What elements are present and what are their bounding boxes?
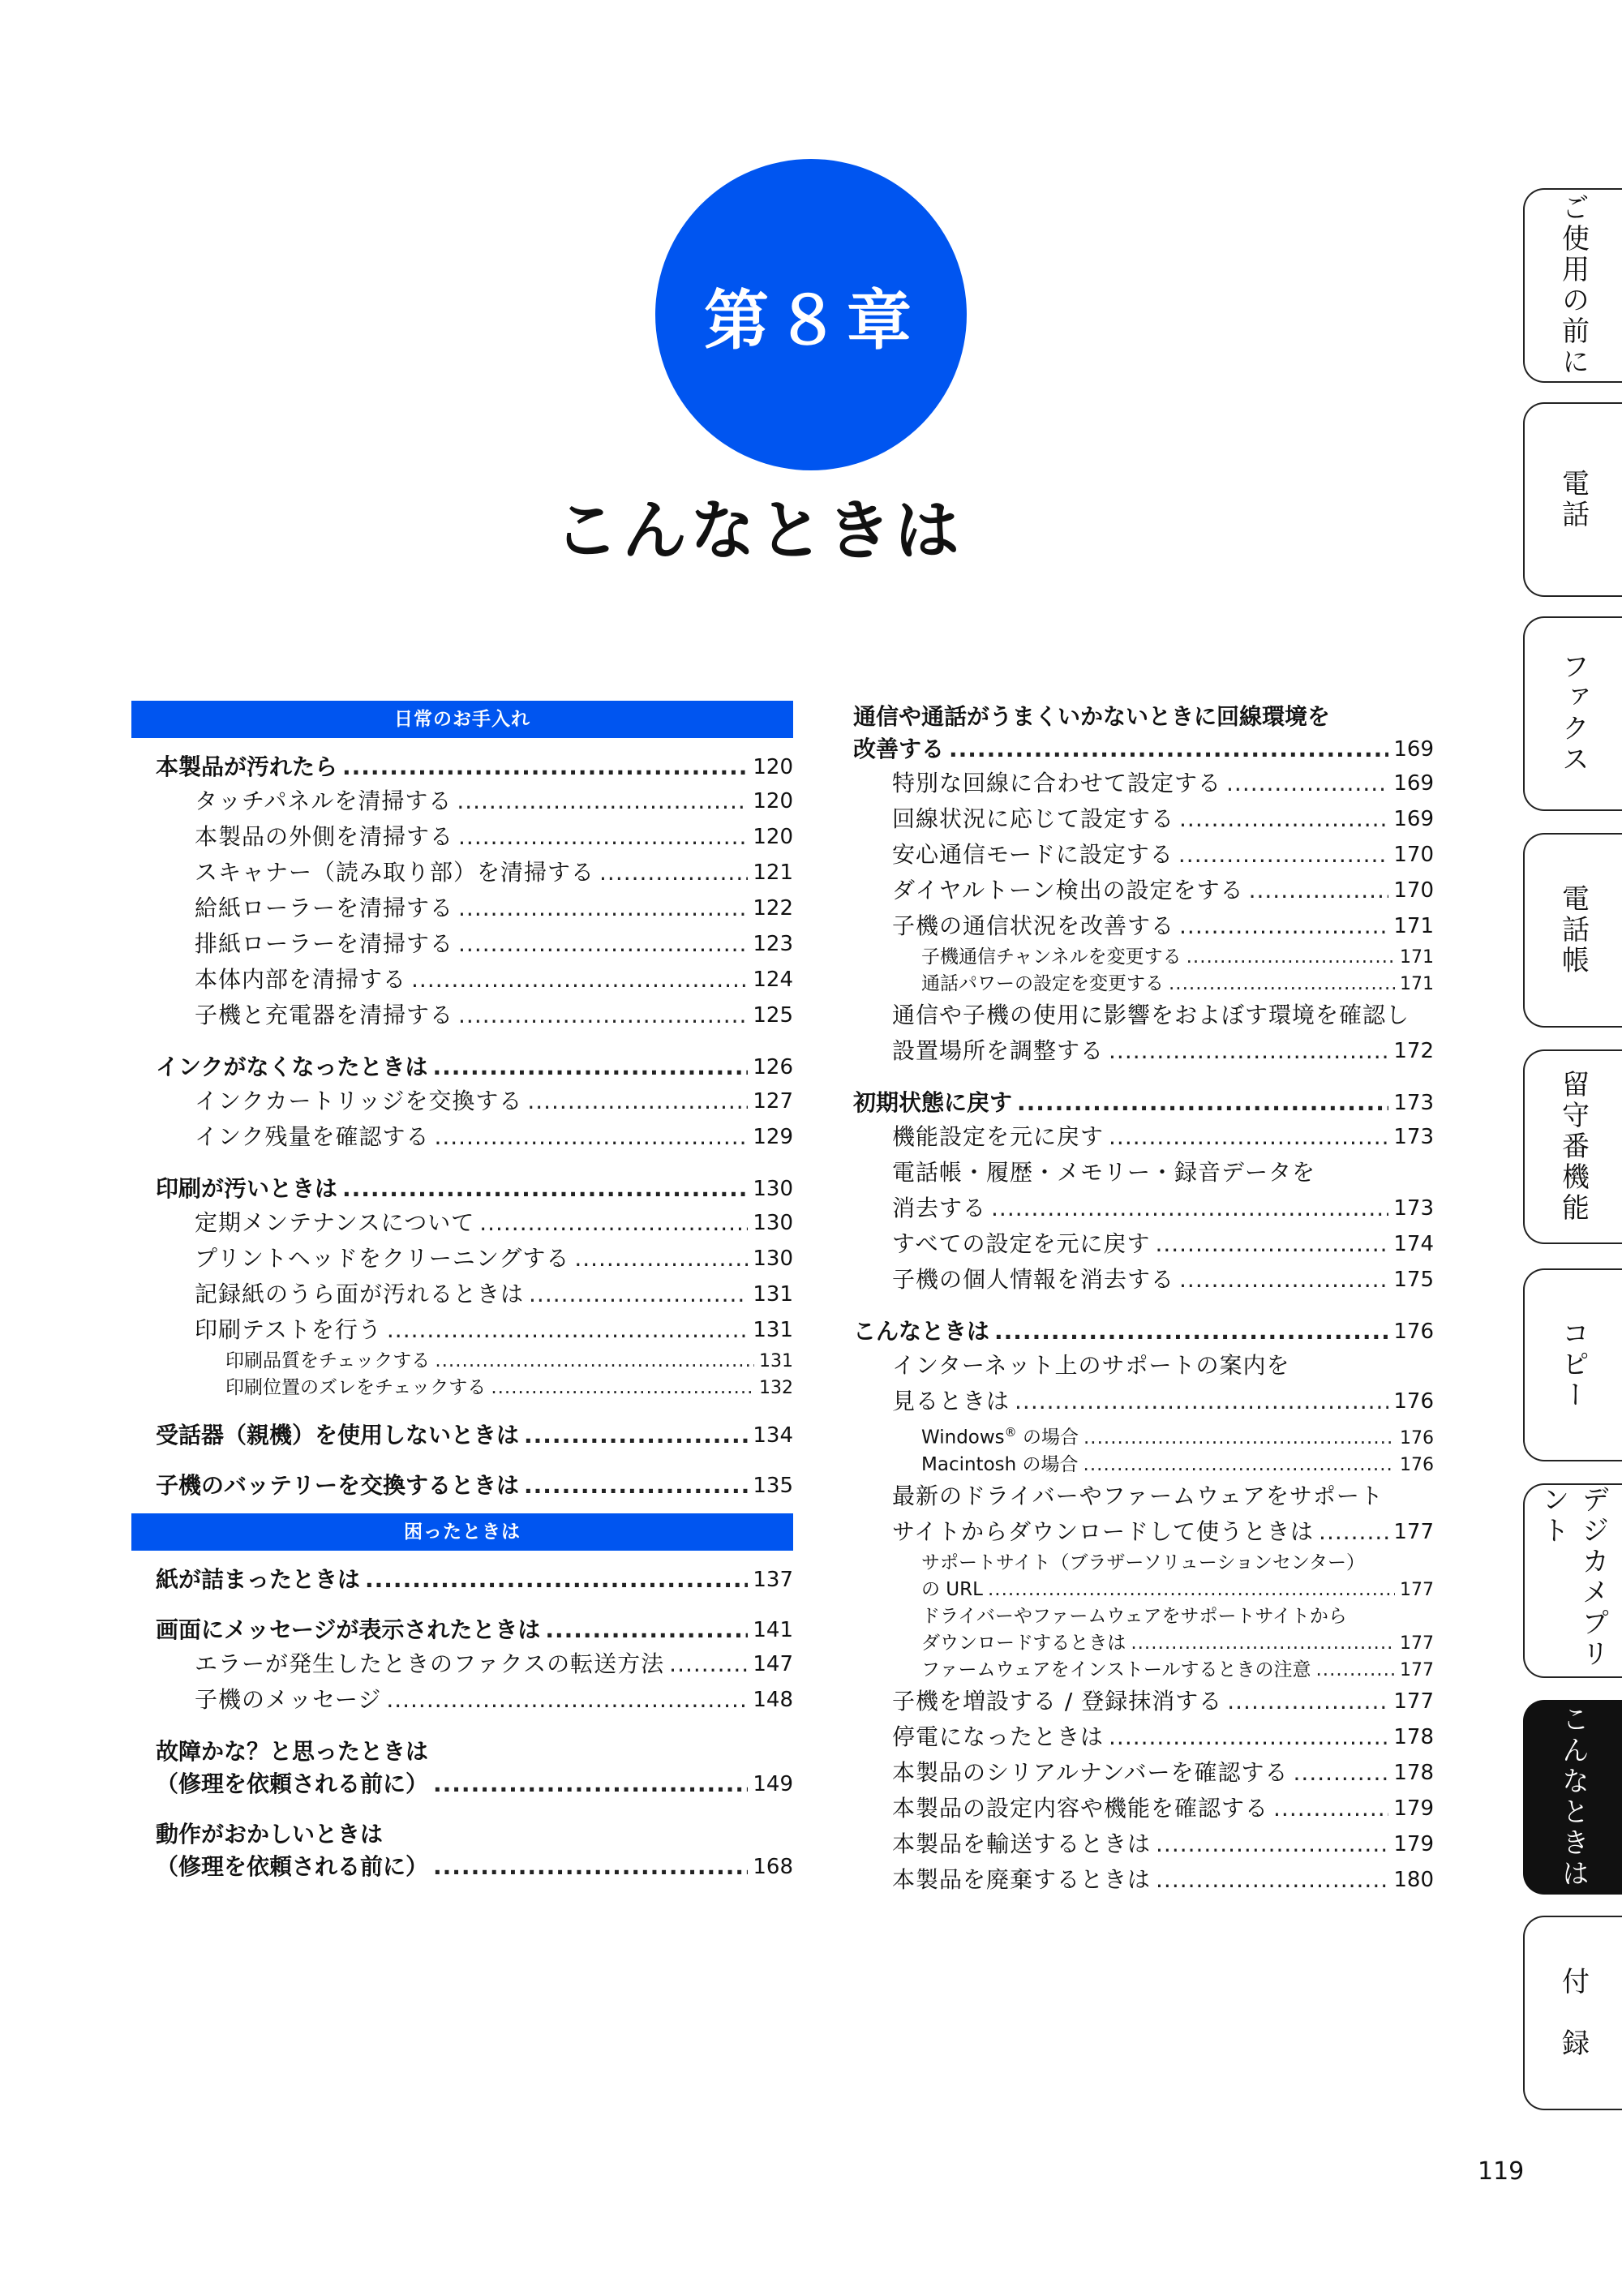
toc-entry[interactable]: 本製品を廃棄するときは ..... 180: [853, 1862, 1434, 1898]
toc-group-print-quality: [131, 1173, 793, 1401]
toc-entry[interactable]: 子機通信チャンネルを変更する ..... 171: [853, 944, 1434, 971]
tab-photo-print[interactable]: デジカメプリント: [1523, 1483, 1622, 1678]
toc-entry[interactable]: 子機と充電器を清掃する ..... 125: [131, 998, 793, 1033]
toc-entry[interactable]: すべての設定を元に戻す ..... 174: [853, 1226, 1434, 1262]
toc-entry[interactable]: 紙が詰まったときは ..... 137: [131, 1564, 793, 1596]
toc-entry[interactable]: インク残量を確認する ..... 129: [131, 1119, 793, 1155]
toc-entry[interactable]: 印刷が汚いときは ..... 130: [131, 1173, 793, 1205]
toc-entry[interactable]: 記録紙のうら面が汚れるときは ..... 131: [131, 1277, 793, 1312]
toc-entry[interactable]: 消去する ..... 173: [853, 1191, 1434, 1226]
toc-entry[interactable]: 画面にメッセージが表示されたときは ..... 141: [131, 1614, 793, 1646]
toc-entry[interactable]: の URL ..... 177: [853, 1577, 1434, 1603]
toc-entry[interactable]: 通話パワーの設定を変更する ..... 171: [853, 971, 1434, 998]
toc-entry[interactable]: 停電になったときは ..... 178: [853, 1719, 1434, 1755]
toc-entry-line[interactable]: 動作がおかしいときは: [156, 1821, 384, 1848]
toc-entry[interactable]: 回線状況に応じて設定する ..... 169: [853, 801, 1434, 837]
toc-entry-line[interactable]: 通信や通話がうまくいかないときに回線環境を: [853, 703, 1331, 730]
toc-entry[interactable]: 見るときは ..... 176: [853, 1384, 1434, 1419]
toc-right-column: [853, 701, 1434, 1898]
toc-entry[interactable]: 排紙ローラーを清掃する ..... 123: [131, 926, 793, 962]
toc-entry[interactable]: 機能設定を元に戻す ..... 173: [853, 1119, 1434, 1155]
chapter-title: こんなときは: [554, 493, 963, 569]
section-banner-trouble: 困ったときは: [131, 1513, 793, 1551]
toc-left-column: [131, 701, 793, 1883]
toc-entry[interactable]: 本製品の設定内容や機能を確認する ..... 179: [853, 1791, 1434, 1826]
toc-group-odd-behavior: [131, 1818, 793, 1883]
toc-entry-line[interactable]: サポートサイト（ブラザーソリューションセンター）: [921, 1551, 1365, 1573]
toc-entry[interactable]: 子機の通信状況を改善する ..... 171: [853, 908, 1434, 944]
toc-entry[interactable]: サイトからダウンロードして使うときは ..... 177: [853, 1514, 1434, 1550]
toc-entry-line[interactable]: 最新のドライバーやファームウェアをサポート: [892, 1482, 1384, 1509]
toc-entry[interactable]: （修理を依頼される前に） ..... 149: [131, 1768, 793, 1800]
toc-entry[interactable]: 本製品の外側を清掃する ..... 120: [131, 819, 793, 855]
toc-group-dirty: [131, 751, 793, 1033]
toc-entry[interactable]: 特別な回線に合わせて設定する ..... 169: [853, 766, 1434, 801]
tab-appendix[interactable]: 付 録: [1523, 1916, 1622, 2110]
tab-fax[interactable]: ファクス: [1523, 616, 1622, 811]
toc-entry[interactable]: 本体内部を清掃する ..... 124: [131, 962, 793, 998]
toc-entry[interactable]: 定期メンテナンスについて ..... 130: [131, 1205, 793, 1241]
section-banner-daily-care: 日常のお手入れ: [131, 701, 793, 738]
page-number: 119: [1478, 2157, 1525, 2186]
tab-phonebook[interactable]: 電話帳: [1523, 833, 1622, 1028]
toc-entry[interactable]: 初期状態に戻す ..... 173: [853, 1087, 1434, 1119]
toc-group-ink: [131, 1051, 793, 1155]
toc-entry[interactable]: ダウンロードするときは ..... 177: [853, 1630, 1434, 1657]
toc-entry[interactable]: ファームウェアをインストールするときの注意 ..... 177: [853, 1657, 1434, 1684]
toc-entry[interactable]: Windows® の場合 ..... 176: [853, 1419, 1434, 1452]
toc-entry[interactable]: 受話器（親機）を使用しないときは ..... 134: [131, 1419, 793, 1452]
toc-entry[interactable]: 安心通信モードに設定する ..... 170: [853, 837, 1434, 873]
toc-entry[interactable]: （修理を依頼される前に） ..... 168: [131, 1851, 793, 1883]
toc-entry[interactable]: スキャナー（読み取り部）を清掃する ..... 121: [131, 855, 793, 891]
toc-entry[interactable]: 改善する ..... 169: [853, 733, 1434, 766]
toc-entry[interactable]: 印刷品質をチェックする ..... 131: [131, 1348, 793, 1375]
toc-entry[interactable]: 本製品が汚れたら ..... 120: [131, 751, 793, 783]
toc-entry[interactable]: 子機を増設する / 登録抹消する ..... 177: [853, 1684, 1434, 1719]
toc-entry[interactable]: こんなときは ..... 176: [853, 1315, 1434, 1348]
toc-entry[interactable]: 本製品を輸送するときは ..... 179: [853, 1826, 1434, 1862]
toc-group-reset: [853, 1087, 1434, 1298]
toc-entry[interactable]: 子機の個人情報を消去する ..... 175: [853, 1262, 1434, 1298]
tab-answering[interactable]: 留守番機能: [1523, 1049, 1622, 1244]
tab-copy[interactable]: コピー: [1523, 1268, 1622, 1461]
toc-entry[interactable]: 子機のバッテリーを交換するときは ..... 135: [131, 1470, 793, 1502]
toc-entry[interactable]: 本製品のシリアルナンバーを確認する ..... 178: [853, 1755, 1434, 1791]
toc-entry[interactable]: 印刷テストを行う ..... 131: [131, 1312, 793, 1348]
toc-group-malfunction: [131, 1736, 793, 1800]
chapter-number: 第８章: [655, 159, 967, 470]
toc-entry[interactable]: インクカートリッジを交換する ..... 127: [131, 1084, 793, 1119]
toc-entry[interactable]: 印刷位置のズレをチェックする ..... 132: [131, 1375, 793, 1401]
toc-group-battery: [131, 1470, 793, 1502]
toc-entry[interactable]: エラーが発生したときのファクスの転送方法 ..... 147: [131, 1646, 793, 1682]
toc-group-handset: [131, 1419, 793, 1452]
toc-group-paper-jam: [131, 1564, 793, 1596]
toc-entry[interactable]: タッチパネルを清掃する ..... 120: [131, 783, 793, 819]
toc-entry-line[interactable]: 通信や子機の使用に影響をおよぼす環境を確認し: [892, 1002, 1410, 1028]
toc-entry[interactable]: ダイヤルトーン検出の設定をする ..... 170: [853, 873, 1434, 908]
toc-entry[interactable]: プリントヘッドをクリーニングする ..... 130: [131, 1241, 793, 1277]
toc-entry-line[interactable]: インターネット上のサポートの案内を: [892, 1352, 1290, 1379]
toc-entry-line[interactable]: 電話帳・履歴・メモリー・録音データを: [892, 1159, 1316, 1186]
toc-group-such-times: [853, 1315, 1434, 1898]
tab-telephone[interactable]: 電話: [1523, 402, 1622, 597]
toc-entry[interactable]: 設置場所を調整する ..... 172: [853, 1033, 1434, 1069]
tab-before-use[interactable]: ご使用の前に: [1523, 188, 1622, 383]
toc-entry[interactable]: インクがなくなったときは ..... 126: [131, 1051, 793, 1084]
toc-group-line-environment: [853, 701, 1434, 1069]
toc-entry-line[interactable]: ドライバーやファームウェアをサポートサイトから: [921, 1605, 1347, 1627]
toc-entry[interactable]: 子機のメッセージ ..... 148: [131, 1682, 793, 1718]
toc-group-messages: [131, 1614, 793, 1718]
toc-entry-line[interactable]: 故障かな？と思ったときは: [156, 1738, 429, 1765]
toc-entry[interactable]: Macintosh の場合 ..... 176: [853, 1452, 1434, 1478]
tab-troubleshooting[interactable]: こんなときは: [1523, 1700, 1622, 1895]
toc-entry[interactable]: 給紙ローラーを清掃する ..... 122: [131, 891, 793, 926]
